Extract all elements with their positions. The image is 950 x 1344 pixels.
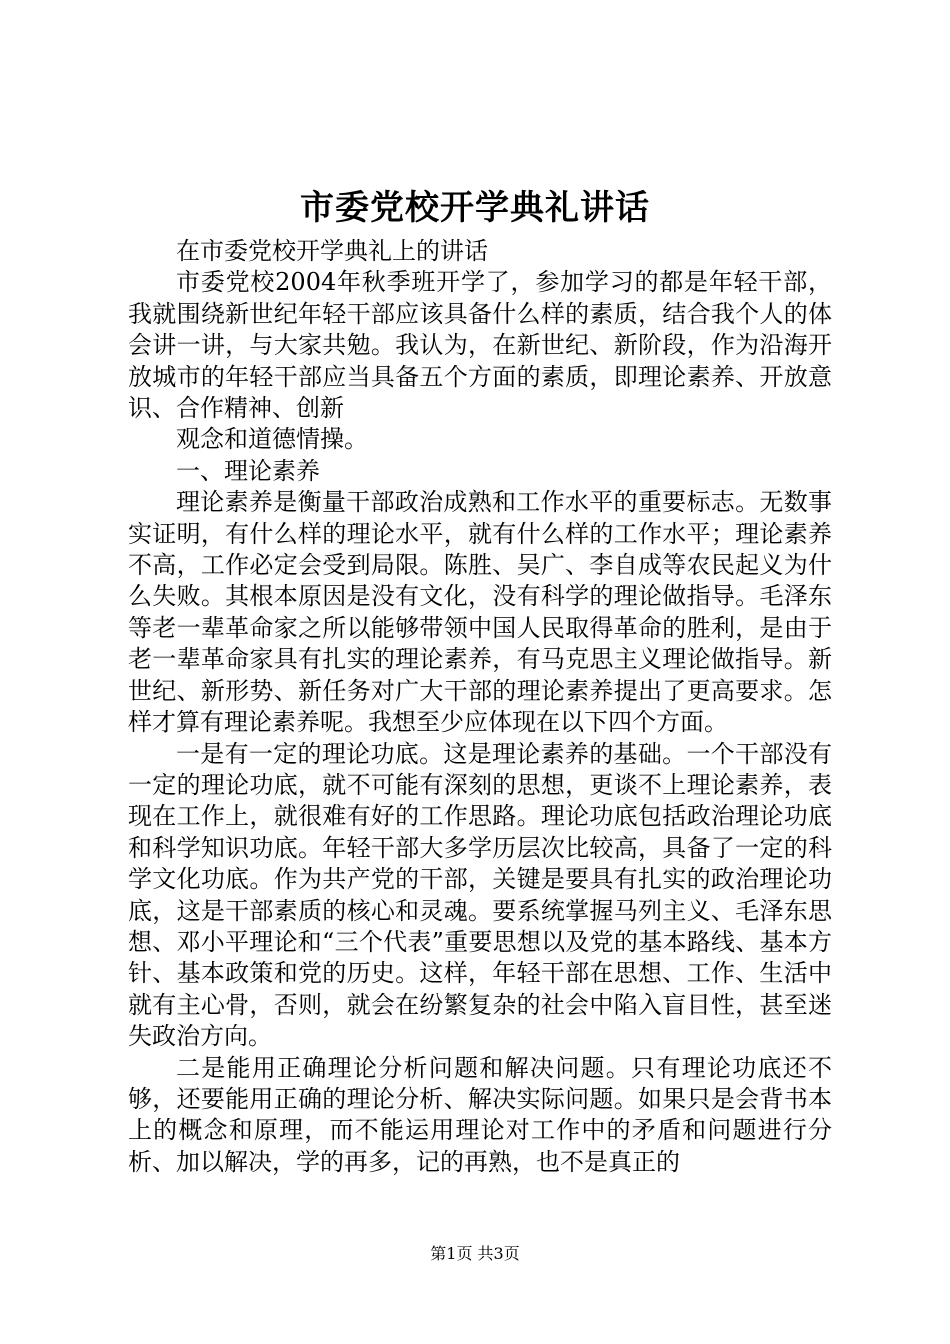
paragraph-point-one: 一是有一定的理论功底。这是理论素养的基础。一个干部没有一定的理论功底，就不可能有深刻的思想，更谈不上理论素养，表现在工作上，就很难有好的工作思路。理论功底包括政治理论功底和科学知识功底。年轻干部大多学历层次比较高，具备了一定的科学文化功底。作为共产党的干部，关键是要具有扎实的政治理论功底，这是干部素质的核心和灵魂。要系统掌握马列主义、毛泽东思想、邓小平理论和“三个代表”重要思想以及党的基本路线、基本方针、基本政策和党的历史。这样，年轻干部在思想、工作、生活中就有主心骨，否则，就会在纷繁复杂的社会中陷入盲目性，甚至迷失政治方向。 <box>128 739 832 1051</box>
paragraph-intro-continued: 观念和道德情操。 <box>176 425 368 454</box>
section-heading: 一、理论素养 <box>176 456 320 485</box>
paragraph-intro: 市委党校2004年秋季班开学了，参加学习的都是年轻干部，我就围绕新世纪年轻干部应该具备什么样的素质，结合我个人的体会讲一讲，与大家共勉。我认为，在新世纪、新阶段，作为沿海开放城市的年轻干部应当具备五个方面的素质，即理论素养、开放意识、合作精神、创新 <box>128 268 832 423</box>
paragraph-subtitle: 在市委党校开学典礼上的讲话 <box>176 237 488 265</box>
page-number-footer: 第1页 共3页 <box>430 1244 520 1263</box>
document-body <box>128 236 832 1178</box>
paragraph-point-two: 二是能用正确理论分析问题和解决问题。只有理论功底还不够，还要能用正确的理论分析、解决实际问题。如果只是会背书本上的概念和原理，而不能运用理论对工作中的矛盾和问题进行分析、加以解决，学的再多，记的再熟，也不是真正的 <box>128 1053 832 1176</box>
document-title: 市委党校开学典礼讲话 <box>300 188 650 228</box>
paragraph-theory: 理论素养是衡量干部政治成熟和工作水平的重要标志。无数事实证明，有什么样的理论水平，就有什么样的工作水平；理论素养不高，工作必定会受到局限。陈胜、吴广、李自成等农民起义为什么失败。其根本原因是没有文化，没有科学的理论做指导。毛泽东等老一辈革命家之所以能够带领中国人民取得革命的胜利，是由于老一辈革命家具有扎实的理论素养，有马克思主义理论做指导。新世纪、新形势、新任务对广大干部的理论素养提出了更高要求。怎样才算有理论素养呢。我想至少应体现在以下四个方面。 <box>128 488 832 737</box>
